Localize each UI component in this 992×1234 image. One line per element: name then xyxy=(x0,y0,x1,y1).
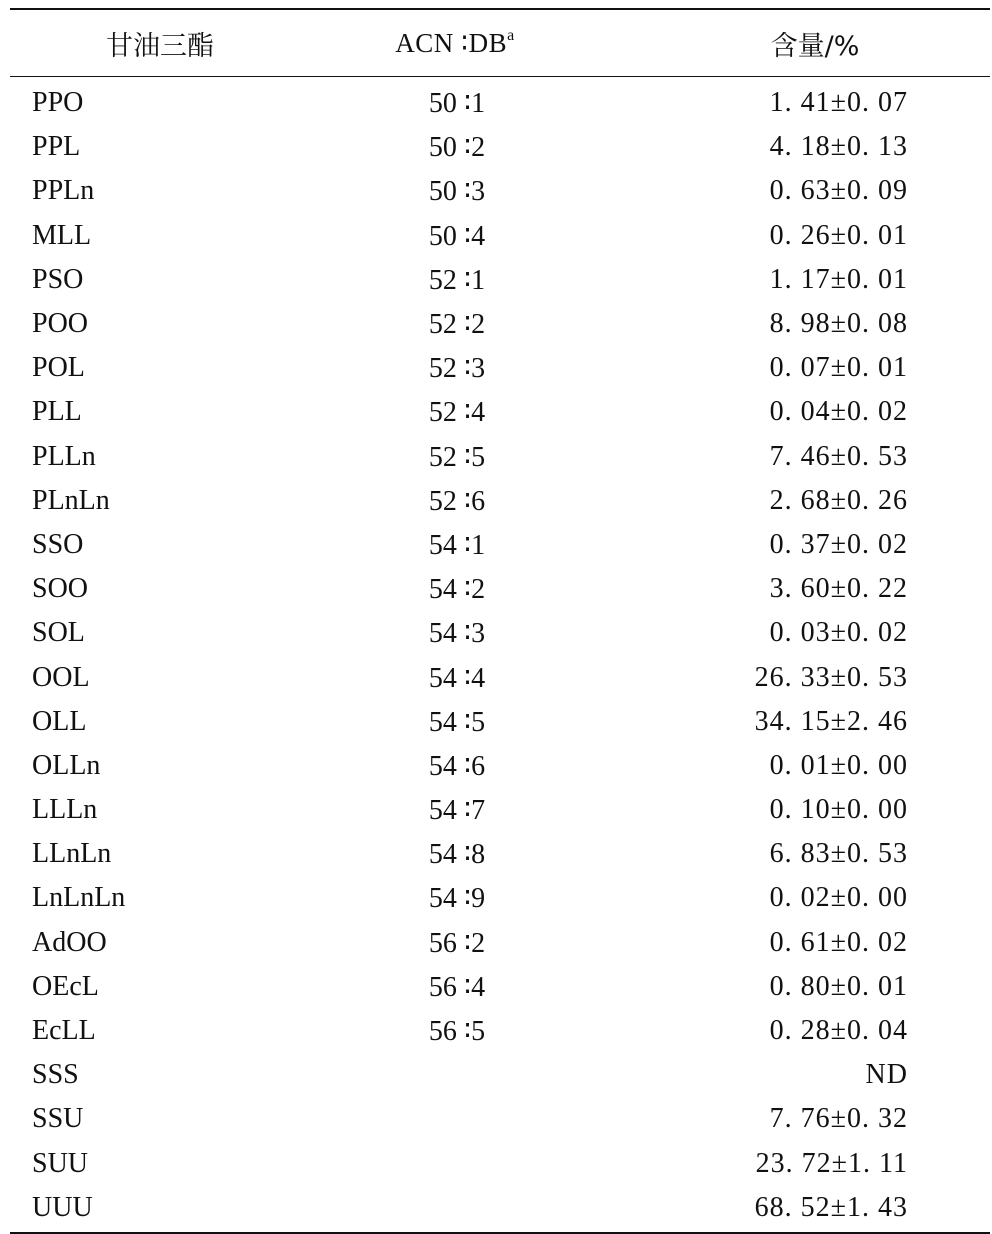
header-content: 含量/% xyxy=(770,30,860,62)
cell-acn-db: 50 ∶1 xyxy=(428,88,486,120)
cell-content: 0. 03±0. 02 xyxy=(769,617,908,649)
table-header-row xyxy=(10,10,990,76)
cell-acn-db: 52 ∶1 xyxy=(428,264,486,296)
table-row xyxy=(10,655,990,699)
table-row xyxy=(10,1053,990,1097)
cell-content: 0. 01±0. 00 xyxy=(769,749,908,781)
triglyceride-table xyxy=(10,8,990,1234)
cell-acn-db: 54 ∶7 xyxy=(428,795,486,827)
cell-triglyceride: PPLn xyxy=(32,175,95,207)
table-row xyxy=(10,302,990,346)
table-row xyxy=(10,169,990,213)
cell-triglyceride: PSO xyxy=(32,263,84,295)
cell-acn-db: 54 ∶3 xyxy=(428,618,486,650)
cell-triglyceride: SSU xyxy=(32,1103,84,1135)
cell-triglyceride: OLLn xyxy=(32,749,101,781)
cell-triglyceride: OEcL xyxy=(32,970,99,1002)
cell-triglyceride: PPL xyxy=(32,131,81,163)
cell-content: 0. 10±0. 00 xyxy=(769,794,908,826)
cell-triglyceride: SSS xyxy=(32,1059,79,1091)
cell-triglyceride: EcLL xyxy=(32,1015,96,1047)
cell-triglyceride: LnLnLn xyxy=(32,882,126,914)
cell-acn-db: 54 ∶6 xyxy=(428,750,486,782)
table-row xyxy=(10,258,990,302)
cell-content: 0. 28±0. 04 xyxy=(769,1015,908,1047)
cell-content: 1. 41±0. 07 xyxy=(769,87,908,119)
cell-content: 0. 80±0. 01 xyxy=(769,970,908,1002)
cell-content: 0. 04±0. 02 xyxy=(769,396,908,428)
cell-triglyceride: SSO xyxy=(32,528,84,560)
cell-triglyceride: UUU xyxy=(32,1191,93,1223)
table-row xyxy=(10,876,990,920)
cell-triglyceride: POO xyxy=(32,308,89,340)
cell-acn-db: 50 ∶3 xyxy=(428,176,486,208)
header-acn-db xyxy=(310,27,600,59)
cell-content: 8. 98±0. 08 xyxy=(769,308,908,340)
cell-acn-db: 52 ∶4 xyxy=(428,397,486,429)
cell-content: 0. 61±0. 02 xyxy=(769,926,908,958)
cell-triglyceride: SUU xyxy=(32,1147,89,1179)
table-row xyxy=(10,788,990,832)
cell-content: 7. 46±0. 53 xyxy=(769,440,908,472)
cell-triglyceride: PPO xyxy=(32,87,84,119)
table-body xyxy=(10,77,990,1232)
cell-acn-db: 54 ∶4 xyxy=(428,662,486,694)
cell-triglyceride: PLLn xyxy=(32,440,96,472)
table-row xyxy=(10,125,990,169)
table-row xyxy=(10,346,990,390)
cell-triglyceride: PLL xyxy=(32,396,82,428)
table-row xyxy=(10,1142,990,1186)
table-row xyxy=(10,611,990,655)
cell-triglyceride: LLnLn xyxy=(32,838,112,870)
cell-triglyceride: SOL xyxy=(32,617,85,649)
cell-acn-db: 52 ∶6 xyxy=(428,485,486,517)
cell-triglyceride: SOO xyxy=(32,573,89,605)
cell-acn-db: 50 ∶2 xyxy=(428,132,486,164)
table-row xyxy=(10,390,990,434)
cell-acn-db: 54 ∶9 xyxy=(428,883,486,915)
table-row xyxy=(10,523,990,567)
table-row xyxy=(10,832,990,876)
table-row xyxy=(10,921,990,965)
table-row xyxy=(10,1009,990,1053)
table-row xyxy=(10,479,990,523)
table-row xyxy=(10,567,990,611)
cell-acn-db: 56 ∶4 xyxy=(428,971,486,1003)
table-row xyxy=(10,1097,990,1141)
cell-acn-db: 56 ∶2 xyxy=(428,927,486,959)
cell-content: 26. 33±0. 53 xyxy=(754,661,908,693)
cell-acn-db: 54 ∶5 xyxy=(428,706,486,738)
cell-acn-db: 52 ∶3 xyxy=(428,353,486,385)
table-row xyxy=(10,1186,990,1230)
header-triglyceride: 甘油三酯 xyxy=(106,30,214,62)
cell-acn-db: 54 ∶1 xyxy=(428,529,486,561)
cell-content: 0. 63±0. 09 xyxy=(769,175,908,207)
cell-acn-db: 56 ∶5 xyxy=(428,1016,486,1048)
cell-acn-db: 52 ∶5 xyxy=(428,441,486,473)
cell-triglyceride: AdOO xyxy=(32,926,107,958)
table-row xyxy=(10,700,990,744)
cell-acn-db: 52 ∶2 xyxy=(428,309,486,341)
header-acn-db-footnote: a xyxy=(507,27,515,44)
cell-content: 23. 72±1. 11 xyxy=(755,1147,908,1179)
cell-content: 2. 68±0. 26 xyxy=(769,484,908,516)
cell-content: 4. 18±0. 13 xyxy=(769,131,908,163)
cell-content: 7. 76±0. 32 xyxy=(769,1103,908,1135)
table-row xyxy=(10,965,990,1009)
cell-content: 34. 15±2. 46 xyxy=(754,705,908,737)
table-row xyxy=(10,435,990,479)
cell-triglyceride: OOL xyxy=(32,661,90,693)
cell-content: 0. 26±0. 01 xyxy=(769,219,908,251)
table-row xyxy=(10,214,990,258)
header-acn-db-label: ACN ∶DB xyxy=(395,28,508,58)
cell-triglyceride: OLL xyxy=(32,705,87,737)
cell-acn-db: 54 ∶2 xyxy=(428,574,486,606)
cell-triglyceride: POL xyxy=(32,352,85,384)
cell-acn-db: 50 ∶4 xyxy=(428,220,486,252)
cell-content: 6. 83±0. 53 xyxy=(769,838,908,870)
cell-content: 1. 17±0. 01 xyxy=(769,263,908,295)
cell-triglyceride: LLLn xyxy=(32,794,98,826)
cell-content: 0. 02±0. 00 xyxy=(769,882,908,914)
cell-content: 3. 60±0. 22 xyxy=(769,573,908,605)
cell-content: 0. 07±0. 01 xyxy=(769,352,908,384)
cell-triglyceride: PLnLn xyxy=(32,484,110,516)
table-row xyxy=(10,744,990,788)
cell-content: ND xyxy=(865,1059,908,1091)
cell-acn-db: 54 ∶8 xyxy=(428,839,486,871)
table-row xyxy=(10,81,990,125)
cell-content: 68. 52±1. 43 xyxy=(754,1191,908,1223)
cell-content: 0. 37±0. 02 xyxy=(769,528,908,560)
cell-triglyceride: MLL xyxy=(32,219,92,251)
